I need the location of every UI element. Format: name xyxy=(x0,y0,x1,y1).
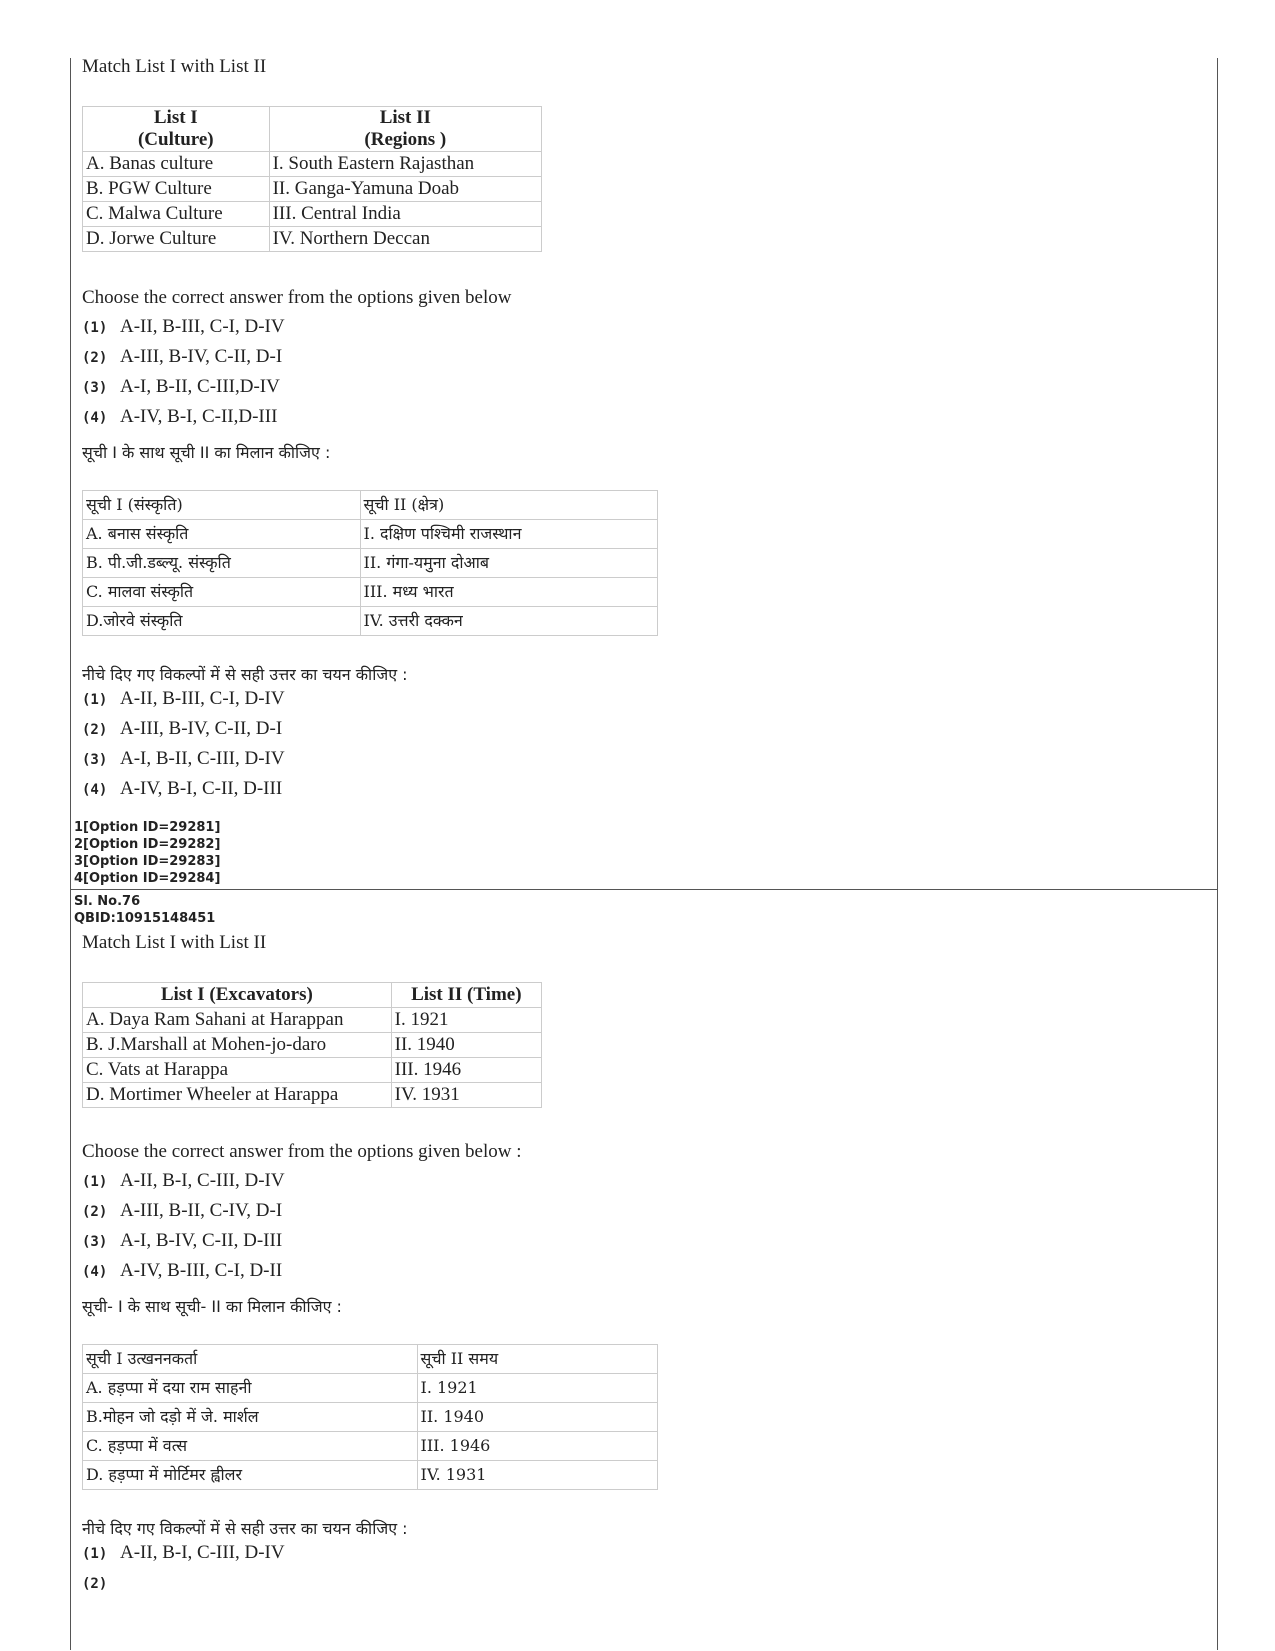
qbid: QBID:10915148451 xyxy=(74,911,216,926)
table-row xyxy=(83,1008,542,1033)
table-cell: I. दक्षिण पश्चिमी राजस्थान xyxy=(360,520,658,549)
q1-table-hi xyxy=(82,490,658,636)
q1-choose-en: Choose the correct answer from the options given below xyxy=(82,287,512,308)
option-item[interactable] xyxy=(82,1170,285,1192)
option-number: (1) xyxy=(82,1174,108,1190)
table-row xyxy=(83,152,542,177)
table-cell: C. Malwa Culture xyxy=(83,202,270,227)
option-number: (2) xyxy=(82,1576,108,1592)
serial-number: Sl. No.76 xyxy=(74,894,141,909)
table-row xyxy=(83,1083,542,1108)
table-row xyxy=(83,1345,658,1374)
option-id: 1[Option ID=29281] xyxy=(74,820,221,835)
option-number: (4) xyxy=(82,410,108,426)
q2-table-hi xyxy=(82,1344,658,1490)
option-id: 4[Option ID=29284] xyxy=(74,871,221,886)
table-cell: C. हड़प्पा में वत्स xyxy=(83,1432,418,1461)
option-text: A-IV, B-III, C-I, D-II xyxy=(120,1260,283,1281)
table-cell: III. 1946 xyxy=(391,1058,541,1083)
option-text: A-IV, B-I, C-II, D-III xyxy=(120,778,283,799)
table-cell: D. Jorwe Culture xyxy=(83,227,270,252)
option-text: A-I, B-II, C-III, D-IV xyxy=(120,748,285,769)
table-row xyxy=(83,177,542,202)
option-number: (3) xyxy=(82,752,108,768)
q2-prompt-hi: सूची- I के साथ सूची- II का मिलान कीजिए : xyxy=(82,1297,342,1316)
option-text: A-III, B-IV, C-II, D-I xyxy=(120,718,283,739)
table-cell: II. 1940 xyxy=(391,1033,541,1058)
table-cell: II. गंगा-यमुना दोआब xyxy=(360,549,658,578)
option-item[interactable] xyxy=(82,1200,282,1222)
table-cell: B. पी.जी.डब्ल्यू. संस्कृति xyxy=(83,549,361,578)
option-text: A-IV, B-I, C-II,D-III xyxy=(120,406,278,427)
table-row xyxy=(83,1058,542,1083)
option-item[interactable] xyxy=(82,1230,282,1252)
option-text: A-II, B-III, C-I, D-IV xyxy=(120,316,285,337)
option-item[interactable] xyxy=(82,316,285,338)
option-item[interactable] xyxy=(82,748,285,770)
q1-table-en xyxy=(82,106,542,252)
option-item[interactable] xyxy=(82,718,282,740)
table-cell: C. Vats at Harappa xyxy=(83,1058,392,1083)
table-row xyxy=(83,520,658,549)
table-cell: B. PGW Culture xyxy=(83,177,270,202)
option-number: (1) xyxy=(82,1546,108,1562)
table-header-cell: List II (Regions ) xyxy=(269,107,541,152)
table-row xyxy=(83,227,542,252)
option-id: 3[Option ID=29283] xyxy=(74,854,221,869)
table-cell: III. Central India xyxy=(269,202,541,227)
option-number: (3) xyxy=(82,380,108,396)
option-text: A-II, B-III, C-I, D-IV xyxy=(120,688,285,709)
question-separator xyxy=(70,889,1217,890)
table-cell: D. Mortimer Wheeler at Harappa xyxy=(83,1083,392,1108)
table-row xyxy=(83,549,658,578)
table-cell: D.जोरवे संस्कृति xyxy=(83,607,361,636)
table-cell: IV. उत्तरी दक्कन xyxy=(360,607,658,636)
q2-choose-en: Choose the correct answer from the options given below : xyxy=(82,1141,522,1162)
table-cell: II. 1940 xyxy=(417,1403,658,1432)
table-row xyxy=(83,1403,658,1432)
table-cell: A. Daya Ram Sahani at Harappan xyxy=(83,1008,392,1033)
table-row xyxy=(83,1432,658,1461)
table-cell: D. हड़प्पा में मोर्टिमर ह्वीलर xyxy=(83,1461,418,1490)
table-cell: I. 1921 xyxy=(391,1008,541,1033)
table-cell: A. हड़प्पा में दया राम साहनी xyxy=(83,1374,418,1403)
table-cell: IV. Northern Deccan xyxy=(269,227,541,252)
option-number: (2) xyxy=(82,350,108,366)
table-header-row xyxy=(83,983,542,1008)
option-number: (1) xyxy=(82,320,108,336)
table-header-cell: List I (Culture) xyxy=(83,107,270,152)
table-cell: A. बनास संस्कृति xyxy=(83,520,361,549)
table-cell: B.मोहन जो दड़ो में जे. मार्शल xyxy=(83,1403,418,1432)
table-cell: IV. 1931 xyxy=(417,1461,658,1490)
option-item[interactable] xyxy=(82,406,277,428)
option-text: A-III, B-IV, C-II, D-I xyxy=(120,346,283,367)
table-row xyxy=(83,1461,658,1490)
option-item[interactable] xyxy=(82,1572,120,1594)
table-cell: I. South Eastern Rajasthan xyxy=(269,152,541,177)
option-item[interactable] xyxy=(82,376,280,398)
table-cell: C. मालवा संस्कृति xyxy=(83,578,361,607)
table-row xyxy=(83,607,658,636)
table-cell: B. J.Marshall at Mohen-jo-daro xyxy=(83,1033,392,1058)
table-cell: IV. 1931 xyxy=(391,1083,541,1108)
option-text: A-II, B-I, C-III, D-IV xyxy=(120,1542,285,1563)
table-cell: III. मध्य भारत xyxy=(360,578,658,607)
table-row xyxy=(83,1374,658,1403)
table-cell: सूची II समय xyxy=(417,1345,658,1374)
option-number: (4) xyxy=(82,782,108,798)
option-item[interactable] xyxy=(82,1542,285,1564)
table-cell: सूची I (संस्कृति) xyxy=(83,491,361,520)
q1-choose-hi: नीचे दिए गए विकल्पों में से सही उत्तर का चयन कीजिए : xyxy=(82,665,408,684)
option-text: A-III, B-II, C-IV, D-I xyxy=(120,1200,283,1221)
option-id-list xyxy=(74,819,220,887)
table-header-cell: List II (Time) xyxy=(391,983,541,1008)
table-cell: I. 1921 xyxy=(417,1374,658,1403)
q2-choose-hi: नीचे दिए गए विकल्पों में से सही उत्तर का चयन कीजिए : xyxy=(82,1519,408,1538)
q1-prompt-hi: सूची I के साथ सूची II का मिलान कीजिए : xyxy=(82,443,331,462)
option-number: (3) xyxy=(82,1234,108,1250)
table-row xyxy=(83,578,658,607)
option-item[interactable] xyxy=(82,346,282,368)
option-number: (1) xyxy=(82,692,108,708)
question-meta xyxy=(74,893,215,927)
table-row xyxy=(83,491,658,520)
option-id: 2[Option ID=29282] xyxy=(74,837,221,852)
option-item[interactable] xyxy=(82,778,282,800)
table-cell: सूची I उत्खननकर्ता xyxy=(83,1345,418,1374)
table-header-cell: List I (Excavators) xyxy=(83,983,392,1008)
table-cell: II. Ganga-Yamuna Doab xyxy=(269,177,541,202)
option-text: A-II, B-I, C-III, D-IV xyxy=(120,1170,285,1191)
q1-prompt-en: Match List I with List II xyxy=(82,56,267,77)
q2-prompt-en: Match List I with List II xyxy=(82,932,267,953)
option-item[interactable] xyxy=(82,688,285,710)
option-item[interactable] xyxy=(82,1260,282,1282)
table-cell: A. Banas culture xyxy=(83,152,270,177)
table-row xyxy=(83,1033,542,1058)
table-row xyxy=(83,202,542,227)
option-text: A-I, B-II, C-III,D-IV xyxy=(120,376,280,397)
option-number: (2) xyxy=(82,722,108,738)
option-number: (2) xyxy=(82,1204,108,1220)
q2-table-en xyxy=(82,982,542,1108)
table-header-row xyxy=(83,107,542,152)
option-text: A-I, B-IV, C-II, D-III xyxy=(120,1230,283,1251)
table-cell: III. 1946 xyxy=(417,1432,658,1461)
option-number: (4) xyxy=(82,1264,108,1280)
table-cell: सूची II (क्षेत्र) xyxy=(360,491,658,520)
